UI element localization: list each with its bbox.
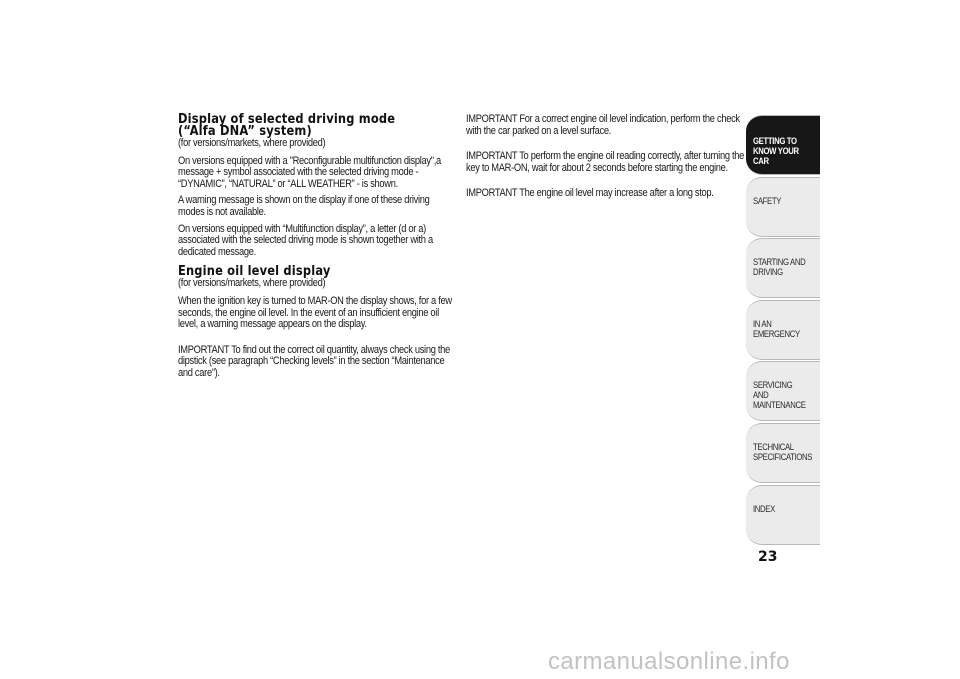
paragraph-important: IMPORTANT For a correct engine oil level indication, perform the check with the car parked on a level surface. — [466, 113, 740, 137]
versions-note: (for versions/markets, where provided) — [178, 137, 326, 149]
paragraph: When the ignition key is turned to MAR-ON the display shows, for a few seconds, the engine oil level. In the event of an insufficient engine oil level, a warning message appears on the display. — [178, 294, 452, 331]
sidebar-tab-label: SERVICING AND MAINTENANCE — [753, 380, 806, 411]
section-title-engine-oil: Engine oil level display — [178, 264, 331, 280]
sidebar-tab-label: INDEX — [753, 503, 775, 514]
paragraph-important: IMPORTANT To find out the correct oil quantity, always check using the dipstick (see paragraph “Checking levels” in the section “Maintenance and care”). — [178, 343, 450, 379]
page-number: 23 — [758, 549, 778, 565]
section-title-line1: Display of selected driving mode — [178, 112, 396, 127]
sidebar-tab-safety[interactable] — [746, 177, 820, 237]
section-title-line2: (“Alfa DNA” system) — [178, 124, 312, 139]
sidebar-tab-starting-and-driving[interactable] — [746, 238, 820, 298]
sidebar-tab-in-an-emergency[interactable] — [746, 300, 820, 360]
section-title-driving-mode — [178, 114, 456, 138]
sidebar-tab-technical-specifications[interactable] — [746, 423, 820, 483]
sidebar-tab-label: GETTING TO KNOW YOUR CAR — [753, 136, 799, 166]
left-column — [178, 114, 456, 385]
sidebar-tab-label: IN AN EMERGENCY — [753, 318, 800, 339]
middle-column — [466, 114, 753, 205]
sidebar-tab-servicing-and-maintenance[interactable] — [746, 361, 820, 421]
sidebar-tab-label: SAFETY — [753, 195, 782, 206]
paragraph: On versions equipped with a "Reconfigurable multifunction display",a message + symbol associated with the selected driving mode - “DYNAMIC”, “NATURAL” or “ALL WEATHER” - is shown. — [178, 154, 441, 190]
paragraph: A warning message is shown on the display if one of these driving modes is not available. — [178, 194, 430, 218]
watermark: carmanualsonline.info — [548, 648, 790, 675]
sidebar-tab-label: STARTING AND DRIVING — [753, 257, 806, 278]
paragraph-important: IMPORTANT To perform the engine oil reading correctly, after turning the key to MAR-ON, wait for about 2 seconds before starting the engine. — [466, 150, 745, 174]
chapter-sidebar — [746, 115, 820, 546]
versions-note: (for versions/markets, where provided) — [178, 277, 326, 290]
paragraph-important: IMPORTANT The engine oil level may increase after a long stop. — [466, 187, 714, 200]
sidebar-tab-label: TECHNICAL SPECIFICATIONS — [753, 441, 813, 462]
paragraph: On versions equipped with “Multifunction display”, a letter (d or a) associated with the selected driving mode is shown together with a dedicated message. — [178, 222, 433, 258]
sidebar-tab-index[interactable] — [746, 485, 820, 545]
sidebar-tab-getting-to-know-your-car[interactable] — [746, 115, 820, 175]
